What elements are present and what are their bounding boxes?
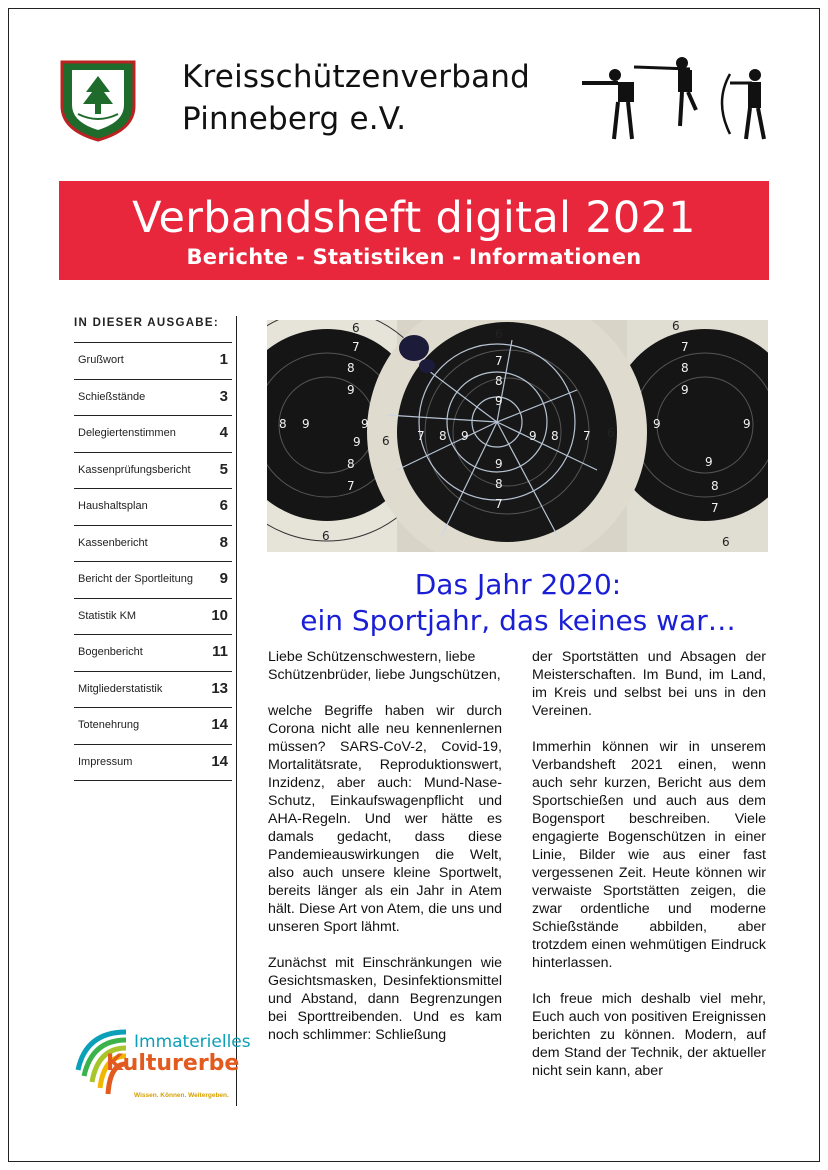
toc-item[interactable] <box>74 562 232 599</box>
svg-text:9: 9 <box>302 417 310 431</box>
svg-text:6: 6 <box>607 426 615 440</box>
toc-item-label: Haushaltsplan <box>78 500 148 512</box>
toc-item-label: Grußwort <box>78 354 124 366</box>
toc-item-label: Kassenprüfungsbericht <box>78 463 191 476</box>
svg-text:7: 7 <box>495 497 503 511</box>
toc-item-page: 13 <box>211 679 228 697</box>
svg-text:9: 9 <box>353 435 361 449</box>
toc-item[interactable] <box>74 635 232 672</box>
toc-item-page: 1 <box>219 351 228 368</box>
toc-item-label: Delegiertenstimmen <box>78 427 176 439</box>
svg-text:8: 8 <box>347 361 355 375</box>
kulturerbe-line2: Kulturerbe <box>106 1051 240 1076</box>
association-logo <box>58 58 138 142</box>
svg-text:9: 9 <box>495 457 503 471</box>
svg-text:9: 9 <box>653 417 661 431</box>
svg-text:8: 8 <box>495 477 503 491</box>
article-paragraph: Zunächst mit Einschränkungen wie Gesichtsmasken, Desinfektionsmittel und Abstand, dann Begrenzungen bei Sporttreibenden. Und es kam noch schlimmer: Schließung <box>268 955 502 1043</box>
toc-item-page: 3 <box>219 387 228 405</box>
svg-text:9: 9 <box>361 417 369 431</box>
toc-item-label: Bericht der Sportleitung <box>78 573 193 585</box>
banner-subtitle: Berichte - Statistiken - Informationen <box>186 245 642 269</box>
svg-text:7: 7 <box>417 429 425 443</box>
svg-text:7: 7 <box>583 429 591 443</box>
toc-item[interactable] <box>74 489 232 526</box>
toc-item-label: Impressum <box>78 755 133 768</box>
org-name-line2: Pinneberg e.V. <box>182 101 407 137</box>
toc-item[interactable] <box>74 342 232 380</box>
svg-text:8: 8 <box>439 429 447 443</box>
headline-line2: ein Sportjahr, das keines war… <box>300 604 736 637</box>
svg-text:8: 8 <box>551 429 559 443</box>
toc-item-page: 8 <box>219 533 228 551</box>
toc-item[interactable] <box>74 708 232 745</box>
toc-item-page: 14 <box>211 716 228 733</box>
svg-text:8: 8 <box>495 374 503 388</box>
svg-text:6: 6 <box>322 529 330 543</box>
svg-text:9: 9 <box>705 455 713 469</box>
toc-list <box>74 342 232 781</box>
headline-line1: Das Jahr 2020: <box>414 568 622 601</box>
salutation-paragraph: Liebe Schützenschwestern, liebe Schützenbrüder, liebe Jungschützen, <box>268 649 501 683</box>
svg-text:9: 9 <box>681 383 689 397</box>
kulturerbe-line1: Immaterielles <box>134 1032 251 1052</box>
toc-item-page: 5 <box>219 460 228 478</box>
svg-text:7: 7 <box>711 501 719 515</box>
toc-item-page: 4 <box>219 424 228 441</box>
toc-item-label: Schießstände <box>78 390 146 403</box>
svg-text:8: 8 <box>347 457 355 471</box>
shooter-pictograms-icon <box>582 54 772 144</box>
svg-text:8: 8 <box>279 417 287 431</box>
organization-name <box>182 56 530 140</box>
svg-text:9: 9 <box>529 429 537 443</box>
toc-item[interactable] <box>74 599 232 636</box>
toc-item[interactable] <box>74 453 232 490</box>
org-name-line1: Kreisschützenverband <box>182 59 531 95</box>
banner-title: Verbandsheft digital 2021 <box>132 193 696 243</box>
toc-item[interactable] <box>74 672 232 709</box>
svg-text:7: 7 <box>495 354 503 368</box>
svg-text:8: 8 <box>711 479 719 493</box>
svg-text:6: 6 <box>382 434 390 448</box>
svg-text:6: 6 <box>495 327 503 341</box>
svg-text:7: 7 <box>347 479 355 493</box>
svg-text:9: 9 <box>743 417 751 431</box>
toc-item-page: 9 <box>219 570 228 587</box>
kulturerbe-logo <box>66 1018 251 1110</box>
target-image <box>267 320 768 552</box>
kulturerbe-tagline: Wissen. Können. Weitergeben. <box>134 1092 229 1099</box>
toc-heading: IN DIESER AUSGABE: <box>74 317 220 329</box>
svg-text:8: 8 <box>681 361 689 375</box>
svg-text:6: 6 <box>352 321 360 335</box>
toc-item-page: 6 <box>219 497 228 514</box>
toc-item-label: Kassenbericht <box>78 536 148 549</box>
toc-item-label: Totenehrung <box>78 719 140 731</box>
toc-item[interactable] <box>74 745 232 782</box>
toc-item[interactable] <box>74 380 232 417</box>
svg-text:7: 7 <box>681 340 689 354</box>
article-paragraph: Immerhin können wir in unserem Verbandsheft 2021 einen, wenn auch sehr kurzen, Bericht aus dem Sportschießen und auch aus dem Bogensport beschreiben. Viele engagierte Bogenschützen in einer Linie, Bilder wie aus einer fast vergessenen Zeit. Heute können wir verwaiste Sportstätten zeigen, die zwar ordentliche und moderne Schießstände abbilden, aber trotzdem einen wehmütigen Eindruck hinterlassen. <box>532 739 766 971</box>
toc-item[interactable] <box>74 526 232 563</box>
svg-text:9: 9 <box>347 383 355 397</box>
article-paragraph: der Sportstätten und Absagen der Meisterschaften. Im Bund, im Land, im Kreis und selbst bei uns in den Vereinen. <box>532 649 766 719</box>
svg-text:6: 6 <box>722 535 730 549</box>
title-banner <box>59 181 769 280</box>
svg-text:6: 6 <box>672 320 680 333</box>
svg-text:9: 9 <box>461 429 469 443</box>
toc-item-label: Bogenbericht <box>78 646 143 658</box>
article-paragraph: welche Begriffe haben wir durch Corona nicht alle neu kennenlernen müssen? SARS-CoV-2, Covid-19, Mortalitätsrate, Reproduktionswert, Inzidenz, aber auch: Mund-Nase-Schutz, Einkaufswagenpflicht und AHA-Regeln. Und wer hätte es damals gedacht, dass diese Pandemieauswirkungen die Welt, also auch unsere kleine Sportwelt, bereits länger als ein Jahr in Atem hält. Diese Art von Atem, die uns und unseren Sport lähmt. <box>268 703 502 935</box>
article-column-left <box>268 648 502 1044</box>
toc-item[interactable] <box>74 416 232 453</box>
article-column-right <box>532 648 766 1080</box>
toc-item-label: Mitgliederstatistik <box>78 682 163 695</box>
article-headline <box>266 567 770 639</box>
svg-text:9: 9 <box>495 394 503 408</box>
svg-text:7: 7 <box>352 340 360 354</box>
article-paragraph: Ich freue mich deshalb viel mehr, Euch auch von positiven Ereignissen berichten zu können. Modern, auf dem Stand der Technik, der aktueller nicht sein kann, aber <box>532 991 766 1079</box>
toc-item-page: 10 <box>211 606 228 624</box>
toc-item-label: Statistik KM <box>78 609 137 622</box>
toc-item-page: 11 <box>212 643 228 660</box>
toc-item-page: 14 <box>211 752 228 770</box>
table-of-contents <box>60 316 240 1106</box>
targets-photo <box>267 320 768 552</box>
